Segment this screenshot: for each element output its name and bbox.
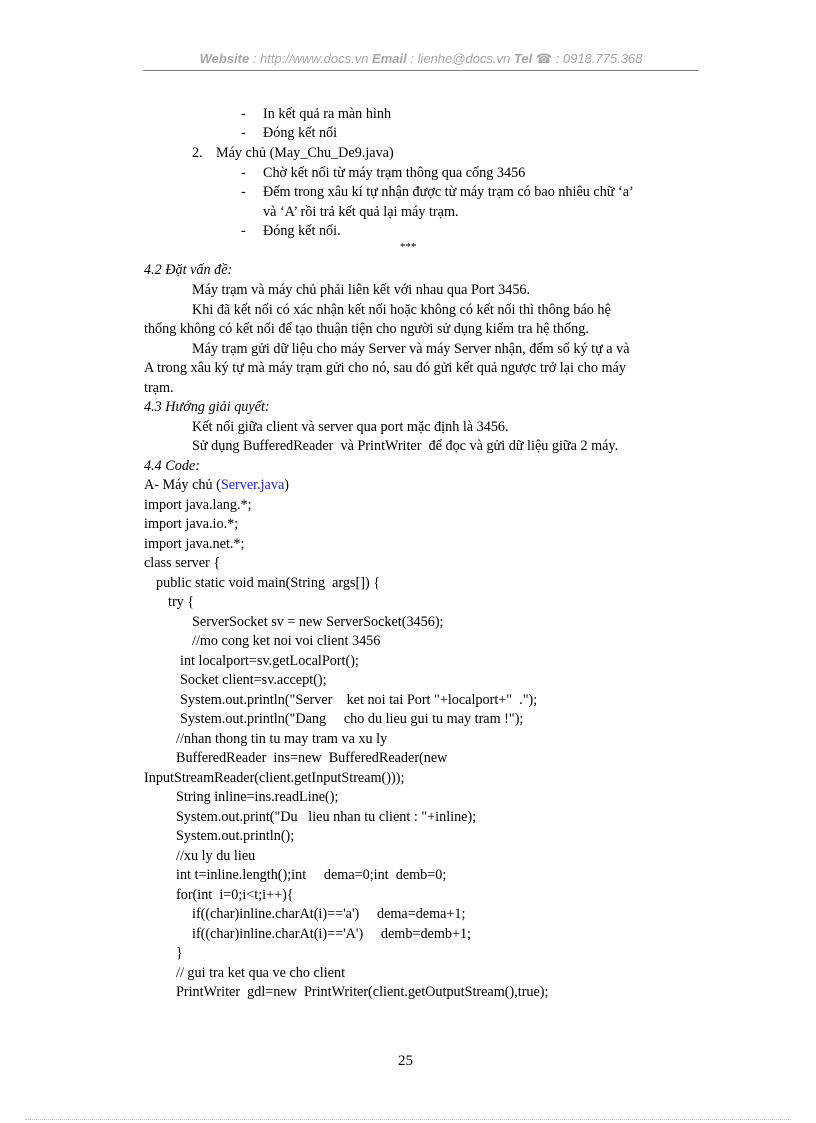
subsection-suffix: ) <box>284 477 289 493</box>
code-line: InputStreamReader(client.getInputStream())); <box>144 770 405 786</box>
bullet-dash: - <box>241 165 246 181</box>
email-label: Email <box>372 51 407 66</box>
subsection-prefix: A- Máy chủ ( <box>144 477 221 493</box>
tel-label: Tel <box>513 51 533 66</box>
page-number: 25 <box>398 1053 413 1069</box>
phone-icon: ☎ <box>535 51 553 66</box>
tel-value: : 0918.775.368 <box>552 51 643 66</box>
server-java-link[interactable]: Server.java <box>220 477 285 493</box>
paragraph: Sử dụng BufferedReader và PrintWriter để đọc và gửi dữ liệu giữa 2 máy. <box>192 438 619 454</box>
code-line: // gui tra ket qua ve cho client <box>176 965 346 981</box>
list-number: 2. <box>192 145 203 161</box>
section-heading-4-2: 4.2 Đặt vấn đề: <box>144 262 233 278</box>
section-heading-4-3: 4.3 Hướng giải quyết: <box>144 399 270 415</box>
list-item: Đếm trong xâu kí tự nhận được từ máy trạm có bao nhiêu chữ ‘a’ <box>263 184 634 200</box>
code-line: import java.lang.*; <box>144 497 252 513</box>
paragraph: trạm. <box>144 380 174 396</box>
website-value: : http://www.docs.vn <box>249 51 373 66</box>
code-line: //nhan thong tin tu may tram va xu ly <box>176 731 388 747</box>
bullet-dash: - <box>241 223 246 239</box>
list-item: Máy chủ (May_Chu_De9.java) <box>216 145 394 161</box>
code-line: try { <box>168 594 195 610</box>
website-label: Website <box>199 51 250 66</box>
code-line: String inline=ins.readLine(); <box>176 789 339 805</box>
code-line: public static void main(String args[]) { <box>156 575 381 591</box>
paragraph: thống không có kết nối để tạo thuận tiện cho người sử dụng kiểm tra hệ thống. <box>144 321 589 337</box>
code-line: } <box>176 945 183 961</box>
list-item-continuation: và ‘A’ rồi trả kết quả lại máy trạm. <box>263 204 459 220</box>
paragraph: Kết nối giữa client và server qua port mặc định là 3456. <box>192 419 509 435</box>
code-line: if((char)inline.charAt(i)=='a') dema=dema+1; <box>192 906 466 922</box>
page-bottom-border <box>25 1119 791 1120</box>
paragraph: A trong xâu ký tự mà máy trạm gửi cho nó, sau đó gửi kết quả ngược trở lại cho máy <box>144 360 626 376</box>
paragraph: Khi đã kết nối có xác nhận kết nối hoặc không có kết nối thì thông báo hệ <box>192 302 611 318</box>
code-line: //mo cong ket noi voi client 3456 <box>192 633 381 649</box>
code-line: System.out.println("Dang cho du lieu gui tu may tram !"); <box>180 711 524 727</box>
paragraph: Máy trạm và máy chủ phải liên kết với nhau qua Port 3456. <box>192 282 531 298</box>
code-line: ServerSocket sv = new ServerSocket(3456); <box>192 614 444 630</box>
code-line: Socket client=sv.accept(); <box>180 672 327 688</box>
code-line: import java.io.*; <box>144 516 239 532</box>
list-item: In kết quả ra màn hình <box>263 106 392 122</box>
section-heading-4-4: 4.4 Code: <box>144 458 200 474</box>
paragraph: Máy trạm gửi dữ liệu cho máy Server và máy Server nhận, đếm số ký tự a và <box>192 341 630 357</box>
code-line: int t=inline.length();int dema=0;int demb=0; <box>176 867 447 883</box>
email-value: : lienhe@docs.vn <box>406 51 514 66</box>
list-item: Đóng kết nối <box>263 125 338 141</box>
code-line: BufferedReader ins=new BufferedReader(new <box>176 750 448 766</box>
bullet-dash: - <box>241 184 246 200</box>
code-line: int localport=sv.getLocalPort(); <box>180 653 359 669</box>
header-rule <box>143 70 699 71</box>
list-item: Đóng kết nối. <box>263 223 341 239</box>
code-line: for(int i=0;i<t;i++){ <box>176 887 294 903</box>
bullet-dash: - <box>241 125 246 141</box>
code-line: PrintWriter gdl=new PrintWriter(client.getOutputStream(),true); <box>176 984 549 1000</box>
list-item: Chờ kết nối từ máy trạm thông qua cổng 3456 <box>263 165 526 181</box>
section-separator: *** <box>400 241 417 253</box>
code-line: System.out.println(); <box>176 828 295 844</box>
code-line: //xu ly du lieu <box>176 848 256 864</box>
code-line: class server { <box>144 555 221 571</box>
subsection-title <box>144 476 289 495</box>
code-line: System.out.println("Server ket noi tai Port "+localport+" ."); <box>180 692 538 708</box>
code-line: if((char)inline.charAt(i)=='A') demb=demb+1; <box>192 926 471 942</box>
code-line: System.out.print("Du lieu nhan tu client : "+inline); <box>176 809 477 825</box>
code-line: import java.net.*; <box>144 536 245 552</box>
page-header <box>144 51 698 67</box>
bullet-dash: - <box>241 106 246 122</box>
